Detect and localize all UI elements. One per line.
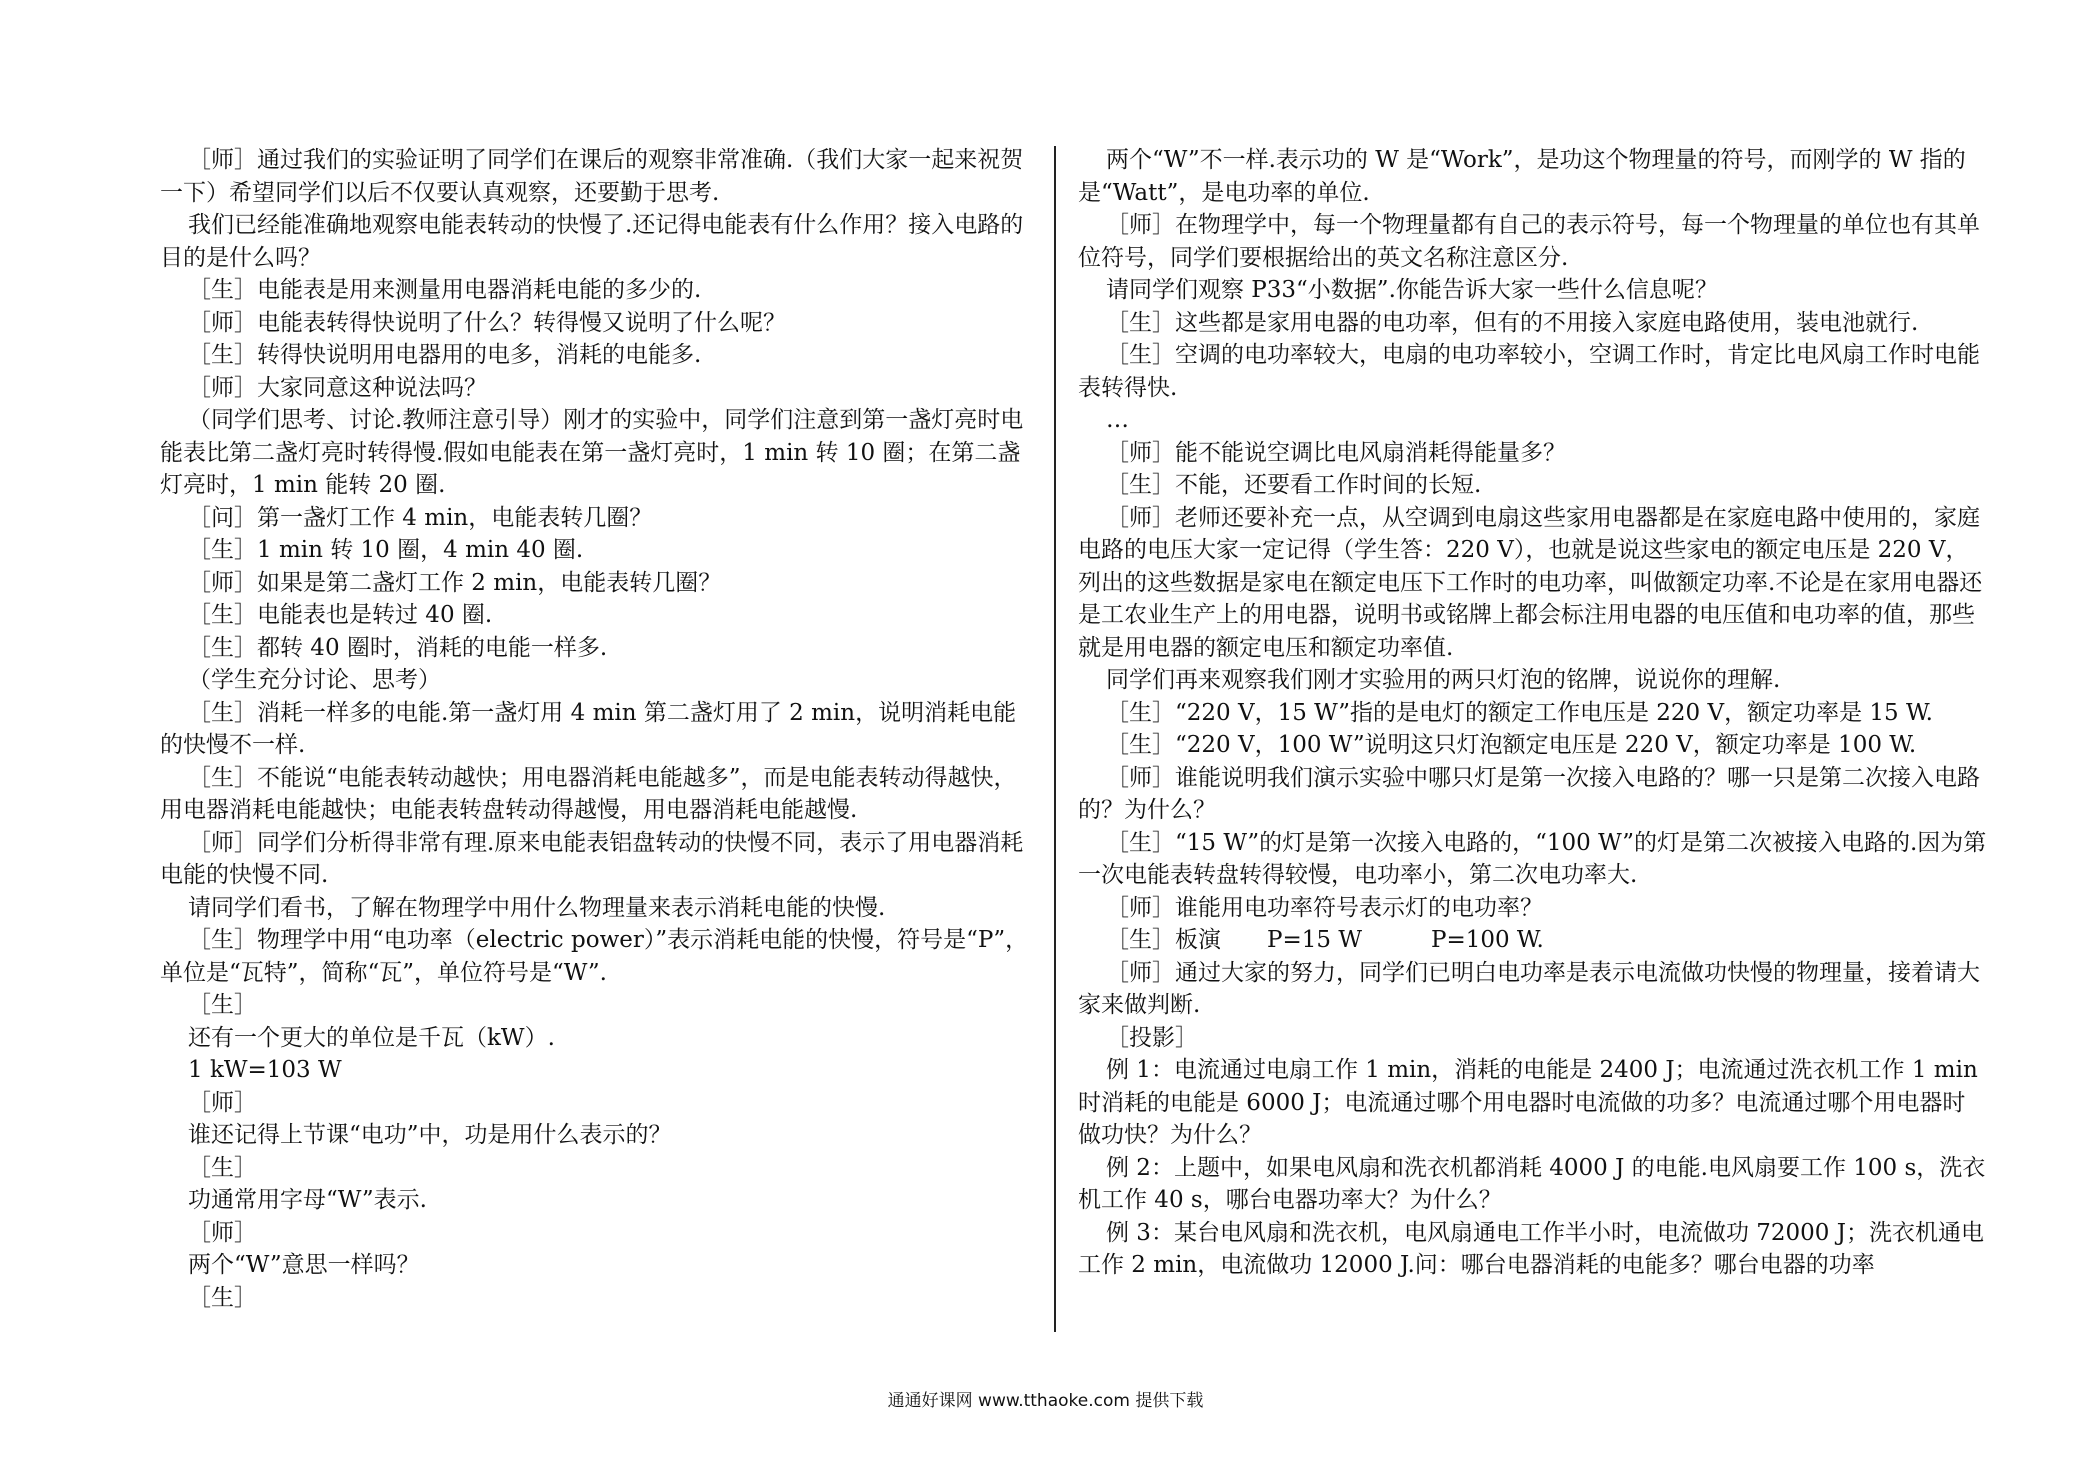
paragraph: 谁还记得上节课“电功”中，功是用什么表示的？ — [188, 1122, 672, 1148]
paragraph: ［生］电能表也是转过 40 圈. — [188, 602, 493, 628]
paragraph: ［师］谁能用电功率符号表示灯的电功率？ — [1106, 894, 1543, 921]
paragraph: ［师］通过大家的努力，同学们已明白电功率是表示电流做功快慢的物理量，接着请大家来做判断. — [1078, 959, 1980, 1018]
paragraph: ［生］ — [188, 1154, 257, 1181]
paragraph: ［投影］ — [1106, 1024, 1198, 1051]
paragraph: 两个“W”不一样.表示功的 W 是“Work”，是功这个物理量的符号，而刚学的 W 指的是“Watt”，是电功率的单位. — [1078, 147, 1966, 206]
paragraph: ［生］1 min 转 10 圈，4 min 40 圈. — [188, 537, 584, 563]
paragraph: ［师］在物理学中，每一个物理量都有自己的表示符号，每一个物理量的单位也有其单位符号，同学们要根据给出的英文名称注意区分. — [1078, 212, 1980, 271]
paragraph: ［问］第一盏灯工作 4 min，电能表转几圈？ — [188, 504, 653, 531]
paragraph: ［生］物理学中用“电功率（electric power）”表示消耗电能的快慢，符号是“P”，单位是“瓦特”，简称“瓦”，单位符号是“W”. — [160, 927, 1029, 986]
paragraph: ［生］“15 W”的灯是第一次接入电路的，“100 W”的灯是第二次被接入电路的.因为第一次电能表转盘转得较慢，电功率小，第二次电功率大. — [1078, 829, 1987, 888]
paragraph: 功通常用字母“W”表示. — [188, 1187, 427, 1213]
paragraph: ［师］老师还要补充一点，从空调到电扇这些家用电器都是在家庭电路中使用的，家庭电路的电压大家一定记得（学生答：220 V），也就是说这些家电的额定电压是 220 V，列出的这些数据是家电在额定电压下工作时的电功率，叫做额定功率.不论是在家用电器还是工农业生产上的用电器，说明书或铭牌上都会标注用电器的电压值和电功率的值，那些就是用电器的额定电压和额定功率值. — [1078, 504, 1983, 661]
paragraph: 两个“W”意思一样吗？ — [188, 1252, 420, 1278]
paragraph: … — [1106, 407, 1129, 433]
paragraph: ［生］消耗一样多的电能.第一盏灯用 4 min 第二盏灯用了 2 min，说明消耗电能的快慢不一样. — [160, 699, 1017, 758]
paragraph: ［生］都转 40 圈时，消耗的电能一样多. — [188, 634, 608, 661]
paragraph: ［生］板演 P=15 W P=100 W. — [1106, 927, 1544, 953]
paragraph: ［生］不能说“电能表转动越快；用电器消耗电能越多”，而是电能表转动得越快，用电器消耗电能越快；电能表转盘转动得越慢，用电器消耗电能越慢. — [160, 764, 1017, 823]
paragraph: ［师］同学们分析得非常有理.原来电能表铝盘转动的快慢不同，表示了用电器消耗电能的快慢不同. — [160, 829, 1024, 888]
paragraph: ［师］谁能说明我们演示实验中哪只灯是第一次接入电路的？哪一只是第二次接入电路的？为什么？ — [1078, 764, 1980, 823]
paragraph: ［师］电能表转得快说明了什么？转得慢又说明了什么呢？ — [188, 309, 786, 336]
paragraph: 请同学们看书，了解在物理学中用什么物理量来表示消耗电能的快慢. — [188, 894, 886, 921]
paragraph: 同学们再来观察我们刚才实验用的两只灯泡的铭牌，说说你的理解. — [1106, 667, 1781, 693]
paragraph: ［生］ — [188, 1284, 257, 1311]
paragraph: ［师］能不能说空调比电风扇消耗得能量多？ — [1106, 439, 1566, 466]
paragraph: 例 2：上题中，如果电风扇和洗衣机都消耗 4000 J 的电能.电风扇要工作 100 s，洗衣机工作 40 s，哪台电器功率大？为什么？ — [1078, 1154, 1986, 1213]
paragraph: 我们已经能准确地观察电能表转动的快慢了.还记得电能表有什么作用？接入电路的目的是什么吗？ — [160, 212, 1024, 271]
paragraph: ［师］ — [188, 1089, 257, 1116]
paragraph: ［生］不能，还要看工作时间的长短. — [1106, 472, 1482, 498]
paragraph: ［生］“220 V，15 W”指的是电灯的额定工作电压是 220 V，额定功率是 15 W. — [1106, 699, 1933, 726]
paragraph: ［生］空调的电功率较大，电扇的电功率较小，空调工作时，肯定比电风扇工作时电能表转得快. — [1078, 342, 1980, 401]
paragraph: ［师］通过我们的实验证明了同学们在课后的观察非常准确.（我们大家一起来祝贺一下）希望同学们以后不仅要认真观察，还要勤于思考. — [160, 147, 1024, 206]
paragraph: 例 1：电流通过电扇工作 1 min，消耗的电能是 2400 J；电流通过洗衣机工作 1 min 时消耗的电能是 6000 J；电流通过哪个用电器时电流做的功多？电流通过哪个用电器时做功快？为什么？ — [1078, 1057, 1978, 1148]
paragraph: ［师］ — [188, 1219, 257, 1246]
left-column — [160, 144, 1030, 1314]
paragraph: ［生］转得快说明用电器用的电多，消耗的电能多. — [188, 342, 702, 368]
paragraph: 请同学们观察 P33“小数据”.你能告诉大家一些什么信息呢？ — [1106, 277, 1718, 303]
paragraph: ［生］ — [188, 992, 257, 1018]
paragraph: 例 3：某台电风扇和洗衣机，电风扇通电工作半小时，电流做功 72000 J；洗衣机通电工作 2 min，电流做功 12000 J.问：哪台电器消耗的电能多？哪台电器的功率 — [1078, 1219, 1984, 1278]
paragraph: ［生］这些都是家用电器的电功率，但有的不用接入家庭电路使用，装电池就行. — [1106, 309, 1919, 336]
paragraph: 还有一个更大的单位是千瓦（kW）. — [188, 1024, 555, 1051]
paragraph: （学生充分讨论、思考） — [188, 667, 441, 693]
paragraph: ［生］“220 V，100 W”说明这只灯泡额定电压是 220 V，额定功率是 100 W. — [1106, 732, 1917, 758]
paragraph: ［师］如果是第二盏灯工作 2 min，电能表转几圈？ — [188, 569, 722, 596]
footer-credit: 通通好课网 www.tthaoke.com 提供下载 — [887, 1391, 1204, 1411]
paragraph: （同学们思考、讨论.教师注意引导）刚才的实验中，同学们注意到第一盏灯亮时电能表比第二盏灯亮时转得慢.假如电能表在第一盏灯亮时，1 min 转 10 圈；在第二盏灯亮时，1 min 能转 20 圈. — [160, 407, 1024, 498]
paragraph: ［师］大家同意这种说法吗？ — [188, 374, 487, 401]
paragraph: 1 kW=103 W — [188, 1057, 342, 1083]
paragraph: ［生］电能表是用来测量用电器消耗电能的多少的. — [188, 277, 702, 303]
column-divider — [1054, 146, 1056, 1332]
right-column — [1078, 144, 1988, 1282]
